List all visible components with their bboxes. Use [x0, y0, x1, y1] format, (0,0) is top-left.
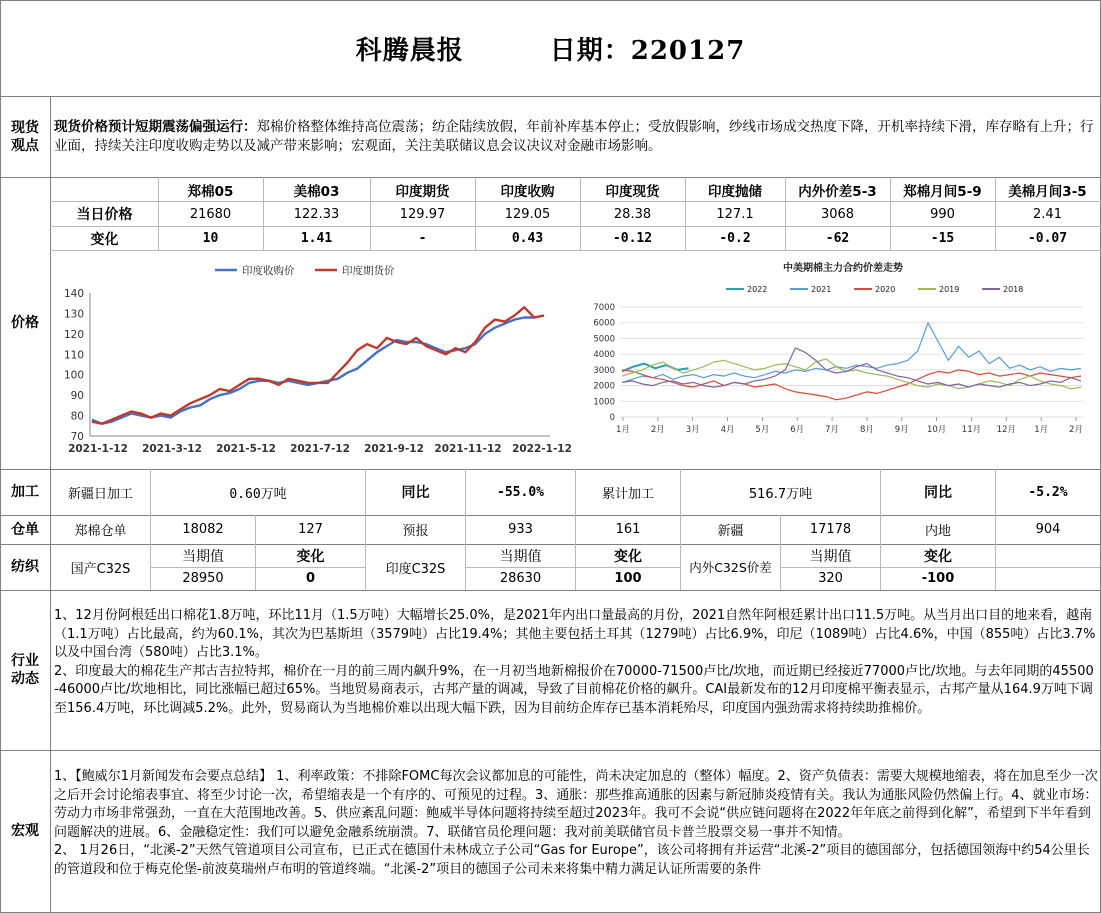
y-tick-label: 80	[70, 410, 84, 423]
spot-view-text	[54, 118, 1096, 156]
y-tick-label: 130	[63, 308, 84, 321]
c32s-spread-change: -100	[921, 571, 955, 586]
domestic-change-header: 变化	[296, 548, 325, 565]
price-value-cell: 3068	[820, 206, 855, 222]
price-change-cell: -0.07	[1027, 231, 1068, 246]
industry-label: 行业 动态	[11, 653, 39, 687]
x-tick-label: 4月	[720, 425, 735, 435]
processing-label: 加工	[11, 484, 39, 500]
price-value-cell: 28.38	[613, 206, 652, 222]
x-tick-label: 8月	[859, 425, 874, 435]
industry-news-item: 1、12月份阿根廷出口棉花1.8万吨，环比11月（1.5万吨）大幅增长25.0%，是2021年内出口量最高的月份，2021自然年阿根廷累计出口11.5万吨。从当月出口目的地来看，越南（1.1万吨）占比最高，约为60.1%，其次为巴基斯坦（3579吨）占比19.4%；其他主要包括土耳其（1279吨）占比6.9%，印尼（1089吨）占比4.6%，中国（855吨）占比3.7%以及中国台湾（580吨）占比3.1%。	[54, 608, 1096, 660]
y-tick-label: 2000	[593, 381, 615, 392]
legend-label: 2018	[1003, 285, 1024, 294]
x-tick-label: 11月	[961, 425, 982, 435]
forecast-label: 预报	[402, 524, 429, 539]
price-value-cell: 990	[930, 206, 955, 222]
price-value-cell: 122.33	[293, 206, 340, 222]
legend-label: 2019	[939, 285, 960, 294]
series-line-2021	[622, 323, 1081, 383]
xinjiang-warehouse-label: 新疆	[717, 524, 744, 539]
xinjiang-daily-value: 0.60万吨	[229, 486, 287, 502]
price-value-cell: 2.41	[1033, 206, 1062, 222]
cumulative-processing-value: 516.7万吨	[748, 486, 813, 502]
india-current-header: 当期值	[499, 548, 542, 565]
india-price-chart	[52, 253, 572, 465]
c32s-spread-label: 内外C32S价差	[689, 560, 772, 575]
x-tick-label: 1月	[616, 425, 630, 435]
domestic-c32s-value: 28950	[182, 571, 224, 586]
spot-view-body: 郑棉价格整体维持高位震荡；纺企陆续放假，年前补库基本停止；受放假影响，纱线市场成交热度下降，开机率持续下滑，库存略有上升；行业面，持续关注印度收购走势以及减产带来影响；宏观面，关注美联储议息会议决议对金融市场影响。	[54, 119, 1094, 154]
price-header-cell: 印度期货	[395, 183, 450, 200]
india-c32s-change: 100	[614, 571, 642, 586]
textile-label: 纺织	[11, 559, 39, 575]
legend-label: 印度期货价	[342, 265, 395, 277]
zce-warehouse-change: 127	[298, 522, 323, 537]
india-c32s-label: 印度C32S	[385, 561, 446, 577]
x-tick-label: 9月	[894, 425, 909, 435]
price-header-cell: 郑棉05	[187, 183, 234, 200]
y-tick-label: 6000	[593, 318, 615, 329]
macro-news-item: 1、【鲍威尔1月新闻发布会要点总结】 1、利率政策：不排除FOMC每次会议都加息的可能性，尚未决定加息的（整体）幅度。2、资产负债表：需要大规模地缩表，将在加息至少一次之后开会讨论缩表事宜、将至少讨论一次，希望缩表是一个有序的、可预见的过程。3、通胀：那些推高通胀的因素与新冠肺炎疫情有关。我认为通胀风险仍然偏上行。4、就业市场：劳动力市场非常强劲，一直在大范围地改善。5、供应紊乱问题：鲍威半导体问题将持续至超过2023年。我可不会说“供应链问题将在2022年年底之前得到化解”，希望到下半年看到问题解决的进展。6、金融稳定性：我们可以避免金融系统崩溃。7、联储官员伦理问题：我对前美联储官员卡普兰股票交易一事并不知情。	[54, 769, 1098, 840]
report-date: 日期：220127	[549, 35, 746, 66]
x-tick-label: 2021-5-12	[216, 443, 276, 455]
y-tick-label: 140	[63, 288, 84, 300]
forecast-change: 161	[615, 522, 641, 537]
series-line-1	[92, 316, 544, 424]
cumulative-yoy-value: -5.2%	[1028, 484, 1068, 500]
domestic-c32s-label: 国产C32S	[70, 561, 131, 577]
x-tick-label: 7月	[825, 425, 840, 435]
macro-label: 宏观	[11, 823, 39, 839]
macro-news	[54, 768, 1098, 911]
x-tick-label: 2022-1-12	[512, 443, 572, 455]
price-header-cell: 内外价差5-3	[798, 183, 877, 200]
price-change-cell: 0.43	[511, 231, 544, 246]
report-header	[0, 0, 1101, 96]
zce-warehouse-label: 郑棉仓单	[74, 524, 127, 539]
price-header-cell: 郑棉月间5-9	[903, 183, 982, 200]
x-tick-label: 2月	[1069, 425, 1083, 435]
price-value-cell: 129.05	[504, 206, 551, 222]
industry-news	[54, 607, 1098, 718]
price-label: 价格	[11, 315, 39, 331]
x-tick-label: 2021-11-12	[434, 443, 502, 455]
spot-view-label: 现货 观点	[11, 119, 39, 154]
y-tick-label: 70	[70, 431, 84, 443]
spread-current-header: 当期值	[809, 548, 852, 565]
macro-news-item: 2、 1月26日，“北溪-2”天然气管道项目公司宣布，已正式在德国什未林成立子公司“Gas for Europe”，该公司将拥有并运营“北溪-2”项目的德国部分，包括德国领海中约54公里长的管道段和位于梅克伦堡-前波莫瑞州卢布明的管道终端。“北溪-2”项目的德国子公司未来将集中精力满足认证所需要的条件	[54, 843, 1090, 877]
chart-title: 中美期棉主力合约价差走势	[783, 263, 903, 274]
y-tick-label: 110	[63, 349, 84, 362]
price-row-label: 变化	[90, 231, 119, 248]
x-tick-label: 2月	[650, 425, 665, 435]
price-header-cell: 印度现货	[605, 183, 660, 200]
price-change-cell: -0.2	[719, 231, 751, 246]
cumulative-processing-label: 累计加工	[601, 486, 654, 502]
warehouse-label: 仓单	[11, 521, 39, 538]
processing-yoy-value: -55.0%	[497, 484, 544, 500]
forecast-value: 933	[508, 522, 533, 537]
y-tick-label: 100	[63, 369, 84, 382]
y-tick-label: 7000	[593, 303, 615, 313]
x-tick-label: 6月	[790, 425, 805, 435]
price-header-cell: 美棉03	[293, 183, 340, 200]
domestic-current-header: 当期值	[182, 548, 224, 565]
series-line-2	[92, 307, 544, 423]
y-tick-label: 5000	[593, 334, 615, 345]
xinjiang-warehouse-value: 17178	[809, 522, 852, 537]
legend-label: 2022	[747, 285, 768, 294]
y-tick-label: 1000	[593, 397, 615, 408]
x-tick-label: 2021-7-12	[290, 443, 350, 455]
y-tick-label: 90	[70, 390, 84, 403]
inland-warehouse-value: 904	[1035, 522, 1061, 537]
x-tick-label: 1月	[1034, 425, 1049, 435]
sino-us-spread-chart	[578, 253, 1096, 465]
price-row-label: 当日价格	[76, 207, 133, 223]
price-change-cell: -0.12	[612, 231, 653, 246]
price-value-cell: 129.97	[399, 206, 446, 222]
c32s-spread-value: 320	[818, 571, 843, 586]
x-tick-label: 5月	[755, 425, 770, 435]
y-tick-label: 0	[609, 413, 615, 423]
spot-view-headline: 现货价格预计短期震荡偏强运行：	[54, 119, 257, 135]
industry-news-item: 2、印度最大的棉花生产邦古吉拉特邦，棉价在一月的前三周内飙升9%，在一月初当地新棉报价在70000-71500卢比/坎地，而近期已经接近77000卢比/坎地。与去年同期的45500-46000卢比/坎地相比，同比涨幅已超过65%。当地贸易商表示，古邦产量的调减，导致了目前棉花价格的飙升。CAI最新发布的12月印度棉平衡表显示，古邦产量从164.9万吨下调至156.4万吨，环比调减5.2%。此外，贸易商认为当地棉价难以出现大幅下跌，因为目前纺企库存已基本消耗殆尽，印度国内强劲需求将持续助推棉价。	[54, 663, 1094, 716]
legend-label: 2020	[875, 285, 896, 294]
price-value-cell: 21680	[189, 206, 232, 222]
y-tick-label: 120	[63, 328, 84, 341]
price-change-cell: 10	[202, 231, 219, 246]
y-tick-label: 4000	[593, 350, 615, 361]
x-tick-label: 2021-1-12	[68, 443, 128, 455]
x-tick-label: 3月	[685, 425, 700, 435]
legend-label: 2021	[811, 285, 832, 294]
y-tick-label: 3000	[593, 365, 615, 376]
india-change-header: 变化	[614, 548, 642, 565]
x-tick-label: 2021-3-12	[142, 443, 202, 455]
price-header-cell: 印度抛储	[708, 183, 762, 200]
price-change-cell: -	[418, 231, 427, 246]
domestic-c32s-change: 0	[305, 571, 316, 586]
processing-yoy-label: 同比	[401, 485, 430, 501]
xinjiang-daily-label: 新疆日加工	[67, 486, 133, 502]
india-c32s-value: 28630	[499, 571, 542, 586]
zce-warehouse-value: 18082	[182, 522, 224, 537]
price-change-cell: -62	[825, 231, 850, 246]
price-value-cell: 127.1	[716, 206, 754, 222]
inland-warehouse-label: 内地	[924, 524, 951, 539]
cumulative-yoy-label: 同比	[924, 485, 952, 501]
x-tick-label: 12月	[996, 425, 1016, 435]
x-tick-label: 10月	[926, 425, 947, 435]
report-title: 科腾晨报	[355, 35, 464, 66]
price-header-cell: 印度收购	[500, 183, 555, 200]
price-header-cell: 美棉月间3-5	[1008, 183, 1087, 200]
spread-change-header: 变化	[924, 548, 952, 565]
legend-label: 印度收购价	[242, 265, 295, 277]
x-tick-label: 2021-9-12	[364, 443, 424, 455]
price-change-cell: 1.41	[300, 231, 333, 246]
price-change-cell: -15	[930, 231, 955, 246]
